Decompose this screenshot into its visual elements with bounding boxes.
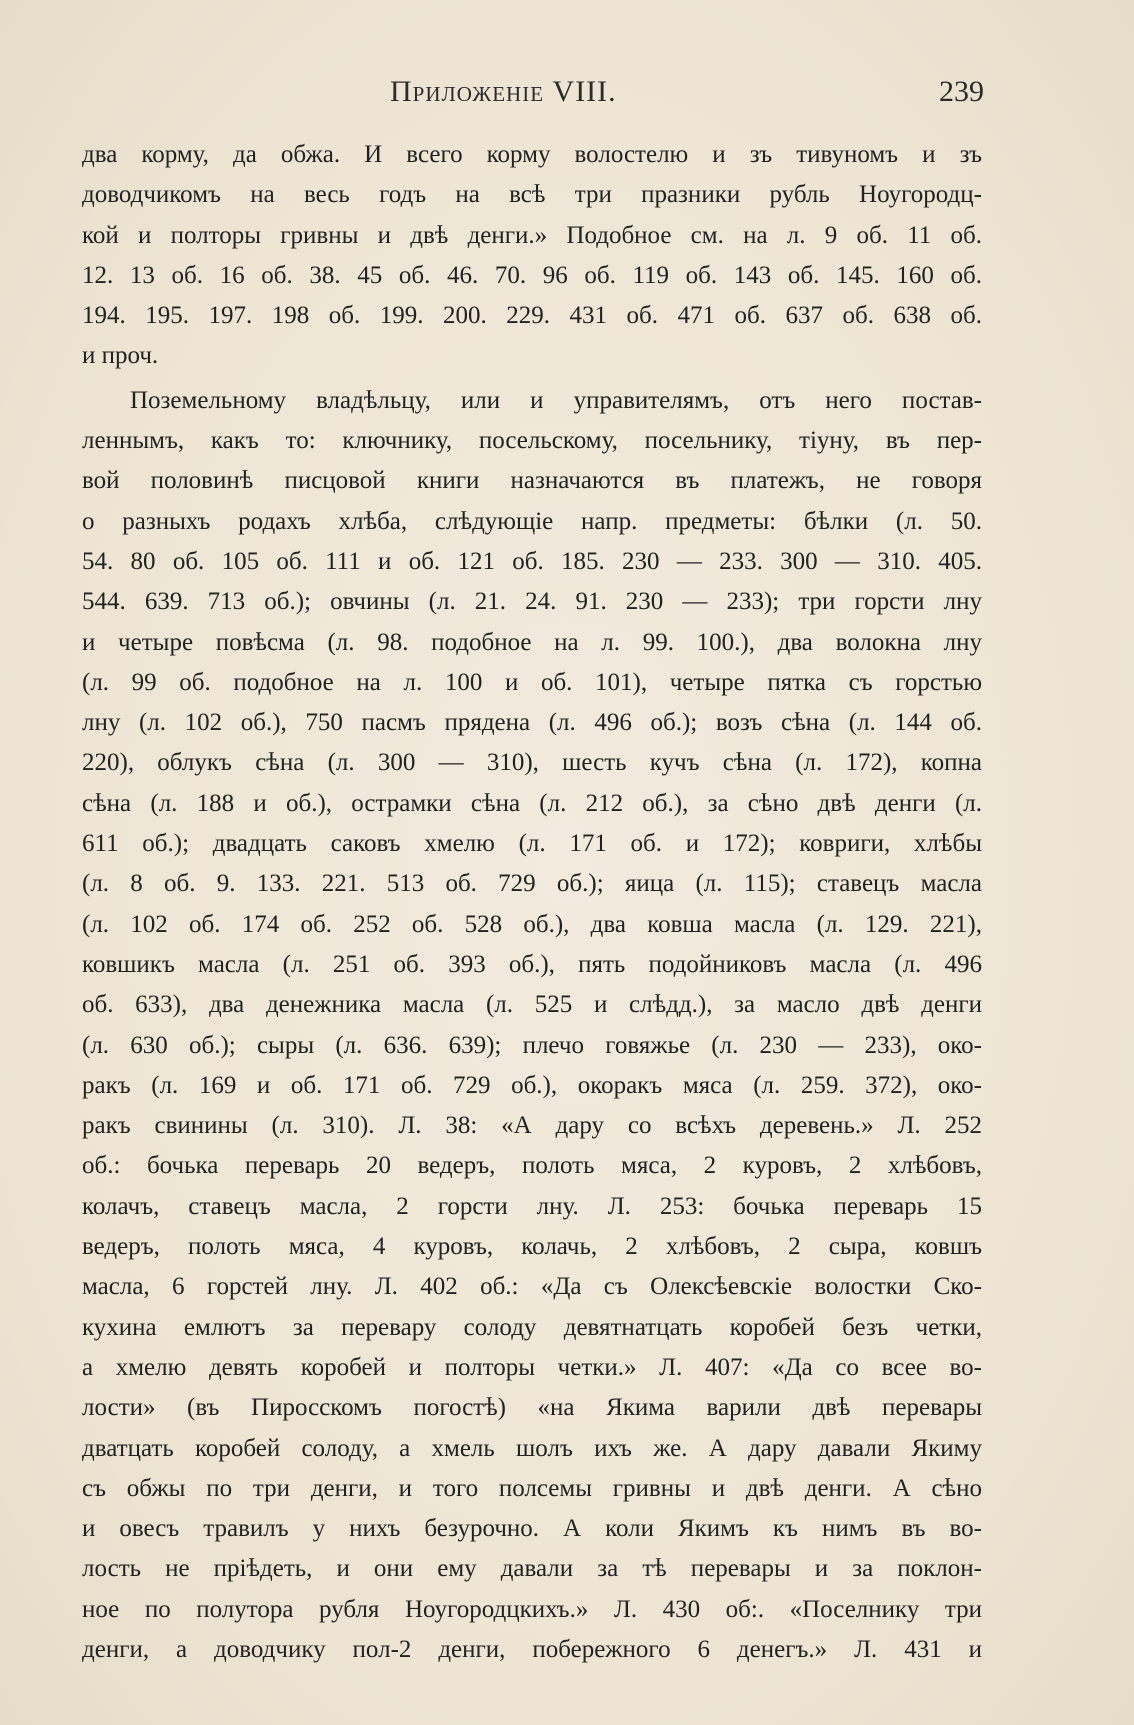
text-line: 12. 13 об. 16 об. 38. 45 об. 46. 70. 96 об. 119 об. 143 об. 145. 160 об. [82, 261, 982, 289]
text-line: и овесъ травилъ у нихъ безурочно. А коли Якимъ къ нимъ въ во- [82, 1515, 982, 1543]
text-line: кухина емлютъ за перевару солоду девятнатцать коробей безъ четки, [82, 1313, 982, 1341]
page-number: 239 [939, 75, 984, 108]
text-line: ракъ свинины (л. 310). Л. 38: «А дару со всѣхъ деревень.» Л. 252 [82, 1112, 982, 1140]
text-line: а хмелю девять коробей и полторы четки.» Л. 407: «Да со всее во- [82, 1353, 982, 1381]
text-line: кой и полторы гривны и двѣ денги.» Подобное см. на л. 9 об. 11 об. [82, 221, 982, 249]
text-line: леннымъ, какъ то: ключнику, посельскому, посельнику, тіуну, въ пер- [82, 427, 982, 455]
text-line: ведеръ, полоть мяса, 4 куровъ, колачь, 2 хлѣбовъ, 2 сыра, ковшъ [82, 1233, 982, 1261]
text-line: лость не пріѣдеть, и они ему давали за тѣ перевары и за поклон- [82, 1555, 982, 1583]
body-text [82, 135, 982, 1663]
text-line: масла, 6 горстей лну. Л. 402 об.: «Да съ Олексѣевскіе волостки Ско- [82, 1273, 982, 1301]
page-header [80, 75, 984, 125]
text-line: ракъ (л. 169 и об. 171 об. 729 об.), окоракъ мяса (л. 259. 372), око- [82, 1071, 982, 1099]
text-line: доводчикомъ на весь годъ на всѣ три празники рубль Ноугородц- [82, 181, 982, 209]
text-line: (л. 99 об. подобное на л. 100 и об. 101), четыре пятка съ горстью [82, 668, 982, 696]
text-line: Поземельному владѣльцу, или и управителямъ, отъ него постав- [130, 386, 982, 414]
text-line: лости» (въ Пиросскомъ погостѣ) «на Якима варили двѣ перевары [82, 1394, 982, 1422]
text-line: (л. 8 об. 9. 133. 221. 513 об. 729 об.); яица (л. 115); ставецъ масла [82, 870, 982, 898]
text-line: 194. 195. 197. 198 об. 199. 200. 229. 431 об. 471 об. 637 об. 638 об. [82, 302, 982, 330]
text-line: о разныхъ родахъ хлѣба, слѣдующіе напр. предметы: бѣлки (л. 50. [82, 507, 982, 535]
text-line: два корму, да обжа. И всего корму волостелю и зъ тивуномъ и зъ [82, 141, 982, 168]
text-line: сѣна (л. 188 и об.), острамки сѣна (л. 212 об.), за сѣно двѣ денги (л. [82, 789, 982, 817]
text-line: об.: бочька переварь 20 ведеръ, полоть мяса, 2 куровъ, 2 хлѣбовъ, [82, 1152, 982, 1180]
text-line: вой половинѣ писцовой книги назначаются въ платежъ, не говоря [82, 467, 982, 495]
text-line: съ обжы по три денги, и того полсемы гривны и двѣ денги. А сѣно [82, 1474, 982, 1502]
text-line: ковшикъ масла (л. 251 об. 393 об.), пять подойниковъ масла (л. 496 [82, 950, 982, 978]
text-line: ное по полутора рубля Ноугородцкихъ.» Л. 430 об:. «Поселнику три [82, 1595, 982, 1623]
text-line: лну (л. 102 об.), 750 пасмъ прядена (л. 496 об.); возъ сѣна (л. 144 об. [82, 709, 982, 737]
text-line: 611 об.); двадцать саковъ хмелю (л. 171 об. и 172); ковриги, хлѣбы [82, 830, 982, 858]
text-line: 544. 639. 713 об.); овчины (л. 21. 24. 91. 230 — 233); три горсти лну [82, 588, 982, 616]
text-line: колачъ, ставецъ масла, 2 горсти лну. Л. 253: бочька переварь 15 [82, 1192, 982, 1220]
text-line: 54. 80 об. 105 об. 111 и об. 121 об. 185. 230 — 233. 300 — 310. 405. [82, 547, 982, 575]
running-head: Приложеніе VIII. [390, 75, 617, 108]
text-line: (л. 102 об. 174 об. 252 об. 528 об.), два ковша масла (л. 129. 221), [82, 910, 982, 938]
text-line: 220), облукъ сѣна (л. 300 — 310), шесть кучъ сѣна (л. 172), копна [82, 749, 982, 777]
text-line: и четыре повѣсма (л. 98. подобное на л. 99. 100.), два волокна лну [82, 628, 982, 656]
text-line: (л. 630 об.); сыры (л. 636. 639); плечо говяжье (л. 230 — 233), око- [82, 1031, 982, 1059]
text-line: дватцать коробей солоду, а хмель шолъ ихъ же. А дару давали Якиму [82, 1434, 982, 1462]
text-line: денги, а доводчику пол-2 денги, побережного 6 денегъ.» Л. 431 и [82, 1635, 982, 1663]
text-line: об. 633), два денежника масла (л. 525 и слѣдд.), за масло двѣ денги [82, 991, 982, 1019]
text-line: и проч. [82, 342, 159, 370]
